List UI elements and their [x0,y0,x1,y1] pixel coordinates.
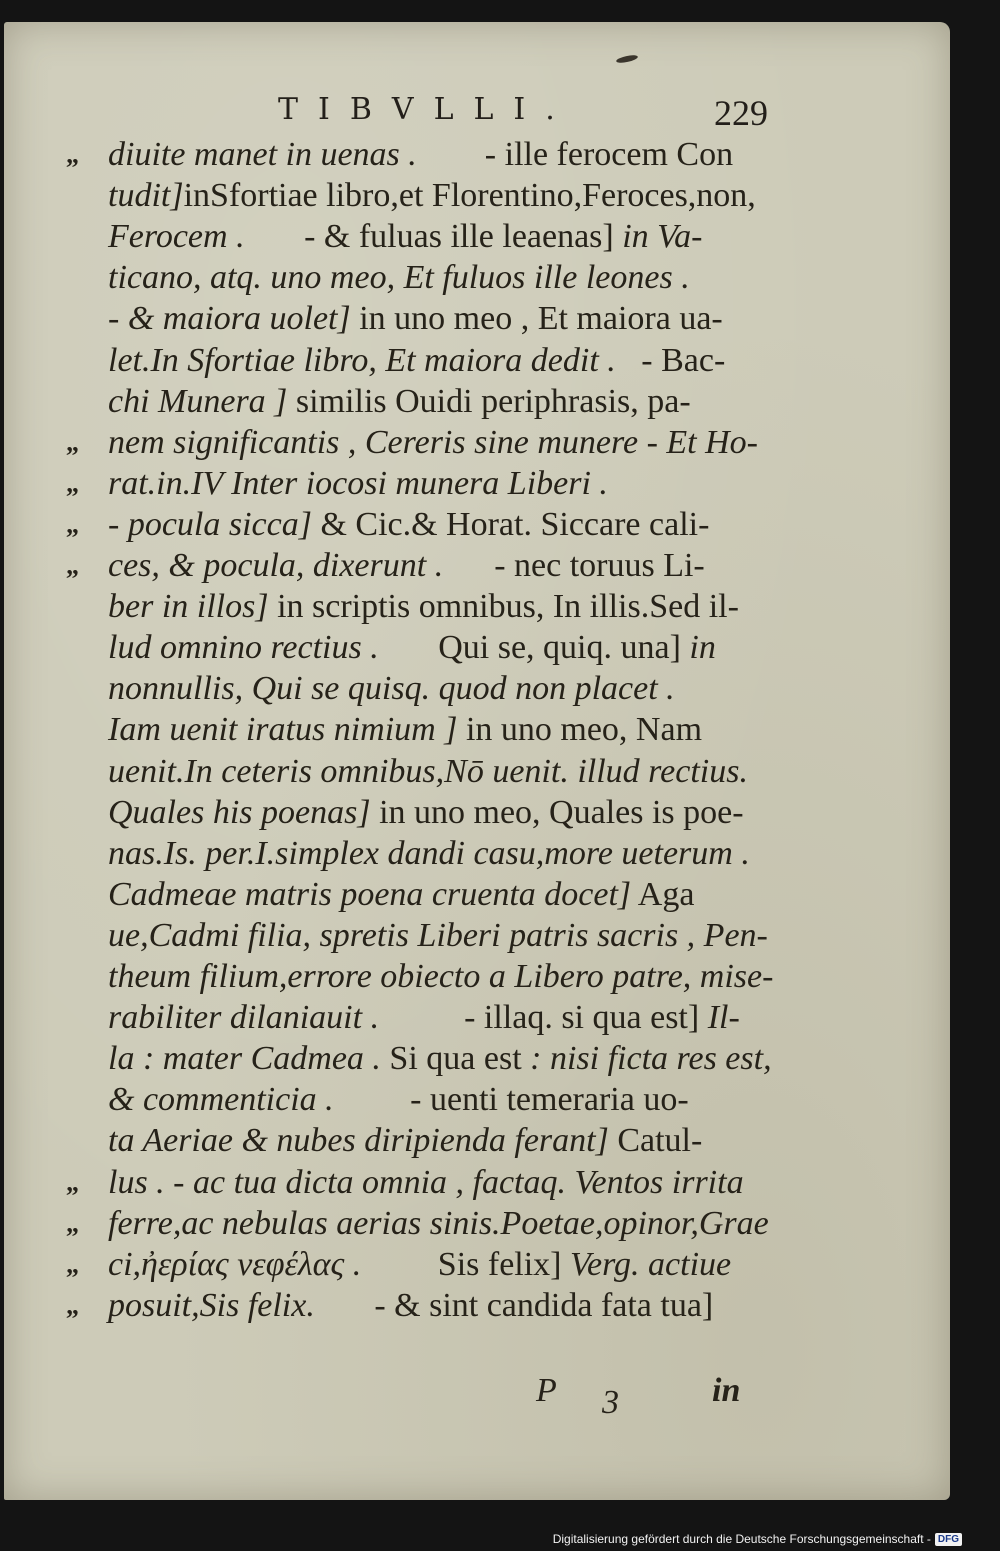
text-line [108,792,744,834]
footer-credit [553,1532,962,1546]
text-segment: nem significantis , Cereris sine munere - Et Ho- [108,424,759,461]
text-line [108,1162,744,1204]
text-segment: rabiliter dilaniauit . [108,999,380,1036]
running-title: TIBVLLI. [278,92,575,127]
dfg-logo: DFG [935,1533,962,1546]
text-line [108,381,691,423]
text-line [108,915,768,957]
text-segment: - uenti temeraria uo- [333,1081,689,1118]
text-segment: nas.Is. per.I.simplex dandi casu,more ueterum . [108,835,750,872]
text-line [108,1203,769,1245]
text-segment: ferre,ac nebulas aerias sinis.Poetae,opinor,Grae [108,1205,769,1242]
text-segment: Sis felix] [361,1246,562,1283]
text-line [108,833,750,875]
text-segment: lus . - ac tua dicta omnia , factaq. Ventos irrita [108,1164,744,1201]
text-line [108,463,608,505]
text-segment: la : mater Cadmea . [108,1040,390,1077]
text-segment: inSfortiae libro,et Florentino,Feroces,non, [183,177,756,214]
text-line [108,997,740,1039]
text-line [108,956,773,998]
text-segment: - ille ferocem Con [416,136,734,173]
text-segment: - & fuluas ille leaenas] [244,218,614,255]
text-segment: - illaq. si qua est] [379,999,700,1036]
text-segment: similis Ouidi periphrasis, pa- [287,383,691,420]
text-segment: Aga [631,876,695,913]
text-segment: in uno meo , Et maiora ua- [350,300,723,337]
text-segment: & commenticia . [108,1081,334,1118]
text-line [108,216,703,258]
text-segment: Il- [699,999,740,1036]
text-segment: - pocula sicca] [108,506,312,543]
text-line [108,1038,772,1080]
text-segment: ue,Cadmi filia, spretis Liberi patris sacris , Pen- [108,917,768,954]
page-number: 229 [714,93,768,133]
text-segment: - & sint candida fata tua] [314,1287,714,1324]
margin-quote-mark: „ [66,469,79,498]
margin-quote-mark: „ [66,140,79,169]
text-segment: tudit] [108,177,184,214]
text-segment: Catul- [608,1122,703,1159]
text-segment: diuite manet in uenas . [108,136,417,173]
text-line [108,709,702,751]
text-segment: in [680,629,716,666]
text-segment: lud omnino rectius . [108,629,379,666]
text-segment: Quales his poenas] [108,794,371,831]
text-line [108,340,725,382]
text-segment: ces, & pocula, dixerunt . [108,547,444,584]
margin-quote-mark: „ [66,1209,79,1238]
text-segment: theum filium,errore obiecto a Libero patre, mise- [108,958,774,995]
text-segment: let.In Sfortiae libro, Et maiora dedit . [108,342,616,379]
text-segment: ticano, atq. uno meo, Et fuluos ille leones . [108,259,690,296]
margin-quote-mark: „ [66,1291,79,1320]
catchword: in [712,1372,741,1409]
text-line [108,874,694,916]
text-line [108,298,723,340]
text-segment: Ferocem . [108,218,245,255]
margin-quote-mark: „ [66,551,79,580]
text-segment: posuit,Sis felix. [108,1287,315,1324]
text-line [108,1285,713,1327]
text-segment: in uno meo, Quales is poe- [370,794,744,831]
text-segment: - Bac- [615,342,726,379]
margin-quote-mark: „ [66,1250,79,1279]
signature-number: 3 [602,1384,619,1421]
text-segment: in Va- [613,218,703,255]
text-segment: : nisi ficta res est, [521,1040,772,1077]
text-line [108,422,758,464]
text-line [108,668,675,710]
text-segment: - & maiora uolet] [108,300,351,337]
text-line [108,751,748,793]
text-line [108,1244,731,1286]
text-line [108,257,690,299]
margin-quote-mark: „ [66,510,79,539]
text-segment: uenit.In ceteris omnibus,Nō uenit. illud rectius. [108,753,748,790]
text-segment: chi Munera ] [108,383,288,420]
text-segment: Qui se, quiq. una] [378,629,681,666]
text-segment: in uno meo, Nam [457,711,703,748]
text-line [108,1120,702,1162]
text-segment: Cadmeae matris poena cruenta docet] [108,876,632,913]
text-line [108,175,756,217]
text-segment: nonnullis, Qui se quisq. quod non placet . [108,670,675,707]
text-segment: ber in illos] [108,588,269,625]
text-line [108,134,733,176]
text-line [108,1079,689,1121]
footer-text: Digitalisierung gefördert durch die Deutsche Forschungsgemeinschaft - [552,1532,931,1546]
text-segment: Verg. actiue [561,1246,732,1283]
text-segment: in scriptis omnibus, In illis.Sed il- [268,588,739,625]
text-line [108,586,739,628]
margin-quote-mark: „ [66,1168,79,1197]
text-line [108,504,709,546]
text-line [108,627,716,669]
text-segment: Si qua est [389,1040,522,1077]
text-line [108,545,705,587]
signature-mark: P [536,1372,557,1409]
text-segment: - nec toruus Li- [443,547,705,584]
text-segment: Iam uenit iratus nimium ] [108,711,458,748]
text-segment: & Cic.& Horat. Siccare cali- [311,506,710,543]
text-segment: ta Aeriae & nubes diripienda ferant] [108,1122,609,1159]
margin-quote-mark: „ [66,428,79,457]
text-segment: ci,ἠερίας νεφέλας . [108,1246,362,1283]
text-segment: rat.in.IV Inter iocosi munera Liberi . [108,465,608,502]
